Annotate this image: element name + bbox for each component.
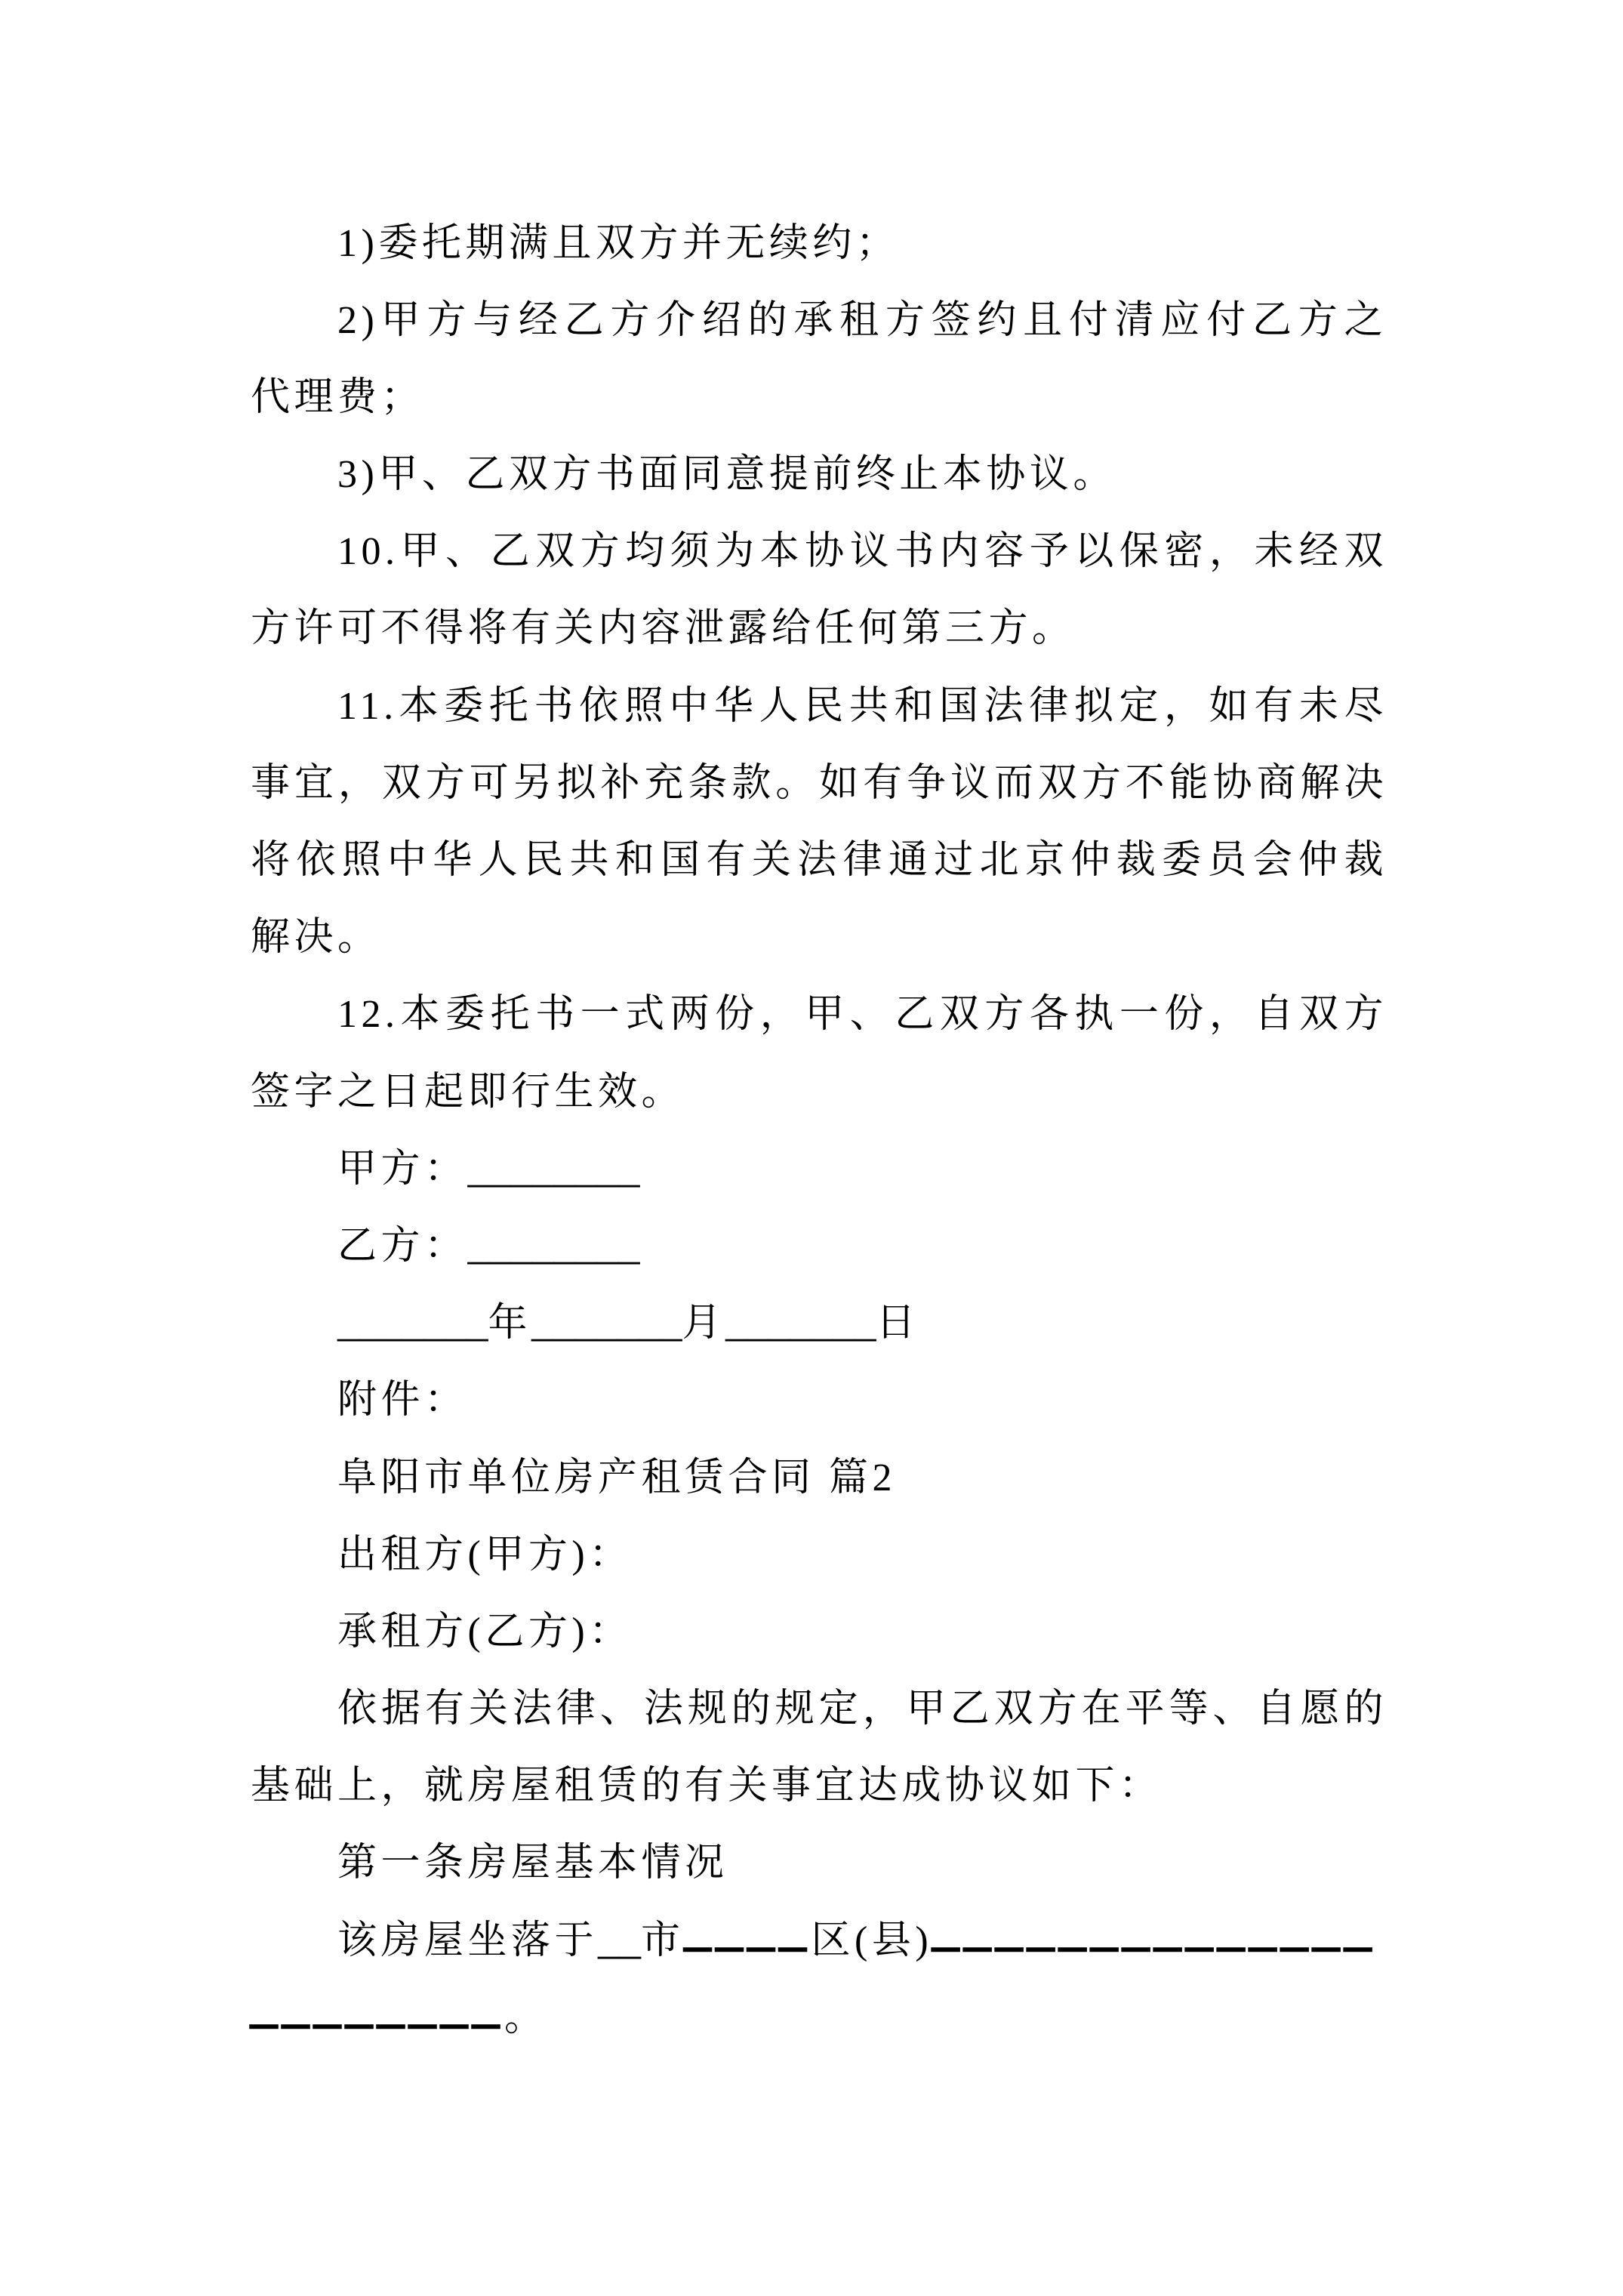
termination-condition-2 [251,282,1387,436]
clause-11-governing-law [251,668,1387,977]
address-end-mark: 。 [504,1996,548,2039]
property-address [251,1897,1387,2057]
text-line: 解决。 [251,916,381,960]
party-a-signature-blank: ________ [467,1143,640,1191]
text-line: 1)委托期满且双方并无续约； [337,221,900,265]
document-body [251,205,1387,2057]
contract-2-title: 阜阳市单位房产租赁合同 篇2 [337,1456,897,1499]
party-a-label: 甲方： [337,1147,468,1191]
lessee-label: 承租方(乙方)： [337,1610,633,1653]
text-line: 方许可不得将有关内容泄露给任何第三方。 [251,607,1076,651]
party-b-signature-line [251,1208,1387,1285]
district-blank: ____ [684,1897,812,1956]
text-line: 将依照中华人民共和国有关法律通过北京仲裁委员会仲裁 [251,839,1387,882]
article-1-heading: 第一条房屋基本情况 [337,1841,728,1885]
contract-2-preamble [251,1671,1387,1825]
year-label: 年 [488,1302,532,1345]
day-label: 日 [876,1302,920,1345]
address-detail-blank: ______________ [932,1897,1377,1956]
city-blank: __ [598,1915,642,1963]
clause-10-confidentiality [251,513,1387,667]
text-line: 11.本委托书依照中华人民共和国法律拟定，如有未尽 [337,684,1387,728]
signature-date-line [251,1285,1387,1362]
address-prefix: 该房屋坐落于 [337,1918,599,1962]
text-line: 基础上，就房屋租赁的有关事宜达成协议如下： [251,1764,1163,1808]
property-address-line-continued [251,1974,1387,2057]
day-blank: _______ [725,1298,876,1346]
termination-condition-1 [251,205,1387,282]
text-line: 签字之日起即行生效。 [251,1070,685,1114]
party-b-label: 乙方： [337,1224,468,1268]
text-line: 依据有关法律、法规的规定，甲乙双方在平等、自愿的 [337,1687,1387,1731]
city-label: 市 [641,1918,685,1962]
party-b-signature-blank: ________ [467,1220,640,1268]
text-line: 代理费； [251,375,425,419]
district-label: 区(县) [811,1918,933,1962]
text-line: 2)甲方与经乙方介绍的承租方签约且付清应付乙方之 [337,298,1387,342]
attachment-label: 附件： [337,1379,468,1422]
property-address-line [251,1897,1387,1980]
text-line: 3)甲、乙双方书面同意提前终止本协议。 [337,453,1116,497]
party-a-signature-line [251,1131,1387,1208]
address-detail-blank-continued: ________ [251,1974,504,2033]
text-line: 12.本委托书一式两份，甲、乙双方各执一份，自双方 [337,993,1387,1037]
termination-condition-3 [251,436,1387,513]
month-label: 月 [682,1302,726,1345]
text-line: 10.甲、乙双方均须为本协议书内容予以保密，未经双 [337,530,1387,574]
text-line: 事宜，双方可另拟补充条款。如有争议而双方不能协商解决 [251,761,1387,805]
lessor-label: 出租方(甲方)： [337,1533,633,1576]
month-blank: _______ [531,1298,682,1346]
year-blank: _______ [337,1298,488,1346]
clause-12-effectiveness [251,976,1387,1130]
